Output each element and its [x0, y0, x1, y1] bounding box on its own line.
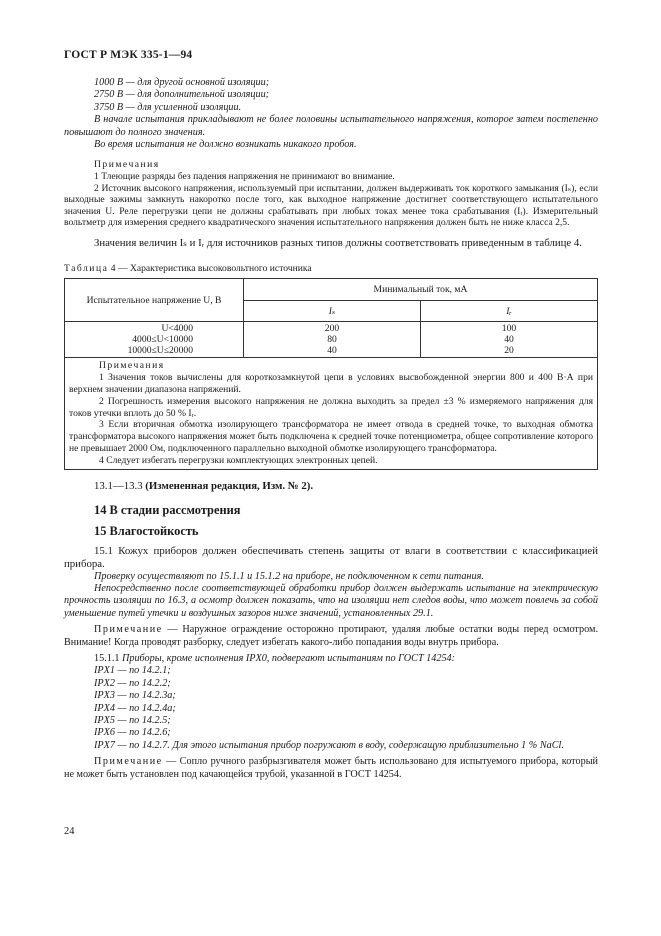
ipx-line: IPX3 — по 14.2.3а;	[94, 690, 176, 702]
is-value: 200	[324, 323, 340, 335]
notes-heading: Примечания	[94, 159, 160, 171]
voltage-value: 10000≤U≤20000	[127, 345, 193, 357]
table-notes	[64, 358, 598, 469]
amendment-bold: (Измененная редакция, Изм. № 2).	[145, 479, 314, 492]
voltage-cell	[65, 322, 244, 358]
ir-value: 100	[501, 323, 517, 335]
table-notes-heading: Примечания	[99, 360, 165, 372]
para-no-breakdown: Во время испытания не должно возникать никакого пробоя.	[94, 139, 357, 151]
section-15-heading: 15 Влагостойкость	[94, 523, 199, 538]
table-caption	[64, 263, 598, 275]
para-15-immediate: Непосредственно после соответствующей обработки прибор должен выдержать испытание на электрическую прочность изоляции по 16.3, а осмотр должен показать, что на изоляции нет следов воды, что может повлечь за собой уменьшение путей утечки и воздушных зазоров ниже значений, установленных 29.1.	[64, 582, 598, 619]
page-number: 24	[64, 826, 75, 837]
voltage-line-3: 3750 В — для усиленной изоляции.	[94, 101, 242, 113]
para-values: Значения величин Iₛ и Iᵣ для источников разных типов должны соответствовать приведенным в таблице 4.	[94, 237, 582, 249]
col-header-voltage: Испытательное напряжение U, В	[65, 279, 244, 322]
para-test-start: В начале испытания прикладывают не более половины испытательного напряжения, которое затем постепенно повышают до полного значения.	[64, 114, 598, 138]
col-header-min-current: Минимальный ток, мА	[244, 279, 598, 301]
voltage-line-2: 2750 В — для дополнительной изоляции;	[94, 89, 270, 101]
voltage-value: U<4000	[161, 323, 193, 335]
ipx-line: IPX6 — по 14.2.6;	[94, 727, 171, 739]
voltage-value: 4000≤U<10000	[132, 334, 193, 346]
section-14-heading: 14 В стадии рассмотрения	[94, 502, 241, 517]
page-header: ГОСТ Р МЭК 335-1—94	[64, 49, 193, 61]
ir-value: 20	[504, 345, 514, 357]
ir-cell	[420, 322, 597, 358]
voltage-source-table	[64, 278, 598, 358]
para-15-1: 15.1 Кожух приборов должен обеспечивать степень защиты от влаги в соответствии с классификацией прибора.	[64, 544, 598, 570]
para-15-check: Проверку осуществляют по 15.1.1 и 15.1.2 на приборе, не подключенном к сети питания.	[94, 570, 484, 582]
note-15	[64, 624, 598, 649]
is-cell	[244, 322, 421, 358]
page-body	[64, 77, 598, 781]
table-note-4: 4 Следует избегать перегрузки комплектующих электронных цепей.	[99, 454, 378, 466]
ipx-line: IPX4 — по 14.2.4а;	[94, 702, 176, 714]
ipx-line: IPX5 — по 14.2.5;	[94, 715, 171, 727]
ipx7-line: IPX7 — по 14.2.7. Для этого испытания прибор погружают в воду, содержащую приблизительно 1 % NaCl.	[94, 739, 564, 751]
ir-value: 40	[504, 334, 514, 346]
para-15-1-1-text: Приборы, кроме исполнения IPX0, подвергают испытаниям по ГОСТ 14254:	[122, 653, 456, 665]
col-header-ir: Iᵣ	[420, 301, 597, 322]
note-15-label: Примечание	[94, 624, 163, 636]
note-15-text: — Наружное ограждение осторожно протирают, удаляя любые остатки воды перед осмотром. Внимание! Когда проводят разборку, следует избегать какого-либо попадания воды внутрь прибора.	[64, 624, 598, 648]
para-15-1-1-num: 15.1.1	[94, 653, 123, 665]
voltage-line-1: 1000 В — для другой основной изоляции;	[94, 77, 270, 88]
ipx-line: IPX1 — по 14.2.1;	[94, 665, 171, 677]
amendment-prefix: 13.1—13.3	[94, 479, 146, 492]
note-2: 2 Источник высокого напряжения, используемый при испытании, должен выдерживать ток короткого замыкания (Iₛ), если выходные зажимы замкнуть накоротко после того, как выходное напряжение достигнет соответствующего испытательного значения U. Реле перегрузки цепи не должны срабатывать при любых токах менее тока срабатывания (Iᵣ). Измерительный вольтметр для измерения среднего квадратического значения испытательного напряжения должен быть не ниже класса 2,5.	[64, 182, 598, 229]
table-note-1: 1 Значения токов вычислены для короткозамкнутой цепи в условиях высвобожденной энергии 800 и 400 В·А при верхнем значении диапазона напряжений.	[69, 372, 593, 395]
table-caption-text: 4 — Характеристика высоковольтного источника	[110, 263, 312, 274]
amendment-note	[64, 480, 598, 493]
table-note-3: 3 Если вторичная обмотка изолирующего трансформатора не имеет отвода в средней точке, то выходная обмотка трансформатора высокого напряжения может быть подключена к средней точке потенциометра, общее сопротивление которого не превышает 2000 Ом, подключенного параллельно выходной обмотке изолирующего трансформатора.	[69, 419, 593, 454]
note-1: 1 Тлеющие разряды без падения напряжения не принимают во внимание.	[94, 171, 395, 183]
ipx-line: IPX2 — по 14.2.2;	[94, 677, 171, 689]
table-note-2: 2 Погрешность измерения высокого напряжения не должна выходить за предел ±3 % измеряемого напряжения для токов утечки вплоть до 50 % Iᵣ.	[69, 395, 593, 419]
note-ipx-label: Примечание	[94, 756, 163, 768]
col-header-is: Iₛ	[244, 301, 421, 322]
is-value: 80	[327, 334, 337, 346]
note-ipx	[64, 756, 598, 781]
table-caption-label: Таблица	[64, 263, 109, 274]
is-value: 40	[327, 345, 337, 357]
note-ipx-text: — Сопло ручного разбрызгивателя может быть использовано для испытуемого прибора, который не может быть установлен под качающейся трубой, указанной в ГОСТ 14254.	[64, 756, 598, 780]
para-15-1-1	[64, 653, 598, 665]
